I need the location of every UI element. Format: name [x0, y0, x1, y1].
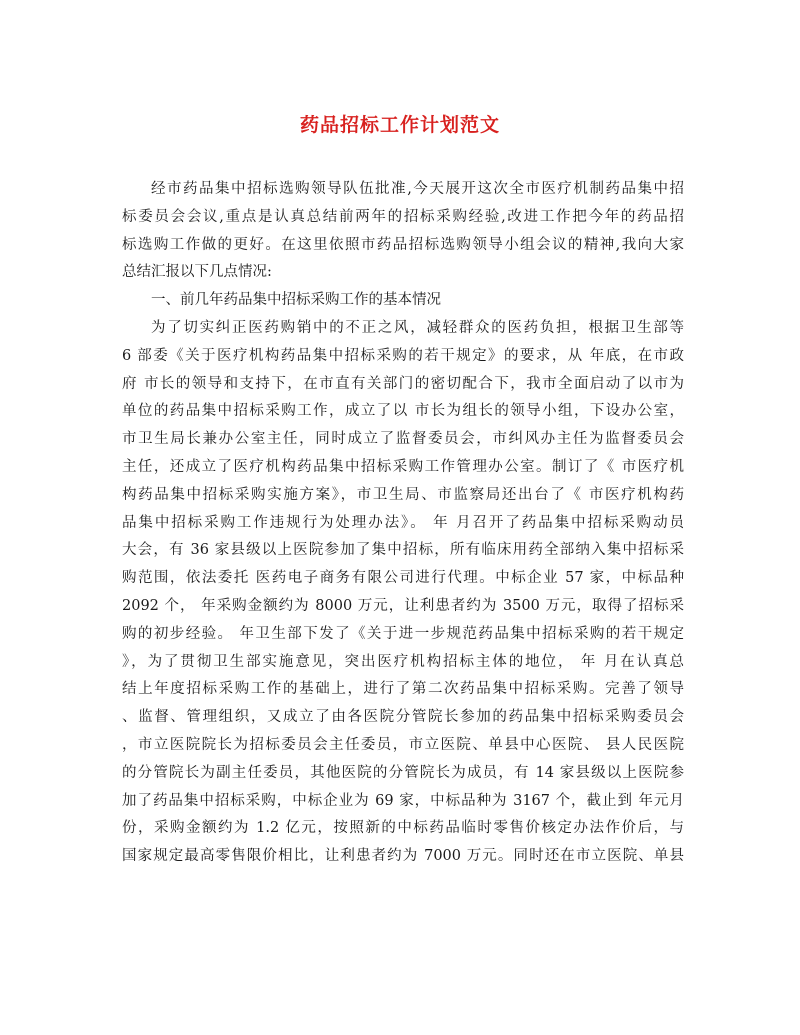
body-line: 单位的药品集中招标采购工作，成立了以 市长为组长的领导小组，下设办公室， [122, 403, 684, 420]
body-line: 总结汇报以下几点情况: [122, 264, 272, 281]
body-line: 加了药品集中招标采购，中标企业为 69 家，中标品种为 3167 个，截止到 年元月 [122, 792, 684, 809]
document-title: 药品招标工作计划范文 [299, 114, 500, 136]
body-line: 一、前几年药品集中招标采购工作的基本情况 [151, 292, 441, 309]
body-line: 6 部委《关于医疗机构药品集中招标采购的若干规定》的要求，从 年底，在市政 [122, 347, 684, 364]
body-line: 标委员会会议,重点是认真总结前两年的招标采购经验,改进工作把今年的药品招 [122, 208, 684, 225]
body-line: 国家规定最高零售限价相比，让利患者约为 7000 万元。同时还在市立医院、单县 [122, 848, 684, 865]
document-body [122, 176, 684, 871]
body-line: 经市药品集中招标选购领导队伍批准,今天展开这次全市医疗机制药品集中招 [151, 181, 684, 197]
body-line: 大会，有 36 家县级以上医院参加了集中招标，所有临床用药全部纳入集中招标采 [122, 542, 684, 559]
body-line: 标选购工作做的更好。在这里依照市药品招标选购领导小组会议的精神,我向大家 [122, 236, 684, 253]
body-line: 府 市长的领导和支持下，在市直有关部门的密切配合下，我市全面启动了以市为 [122, 375, 684, 392]
body-line: 2092 个， 年采购金额约为 8000 万元，让利患者约为 3500 万元，取得了招标采 [122, 597, 684, 614]
body-line: 品集中招标采购工作违规行为处理办法》。 年 月召开了药品集中招标采购动员 [122, 514, 684, 531]
body-line: 的分管院长为副主任委员，其他医院的分管院长为成员，有 14 家县级以上医院参 [122, 764, 684, 781]
body-line: 结上年度招标采购工作的基础上，进行了第二次药品集中招标采购。完善了领导 [122, 681, 684, 698]
body-line: 购的初步经验。 年卫生部下发了《关于进一步规范药品集中招标采购的若干规定 [122, 625, 684, 642]
body-line: 、监督、管理组织，又成立了由各医院分管院长参加的药品集中招标采购委员会 [122, 709, 684, 726]
body-line: 构药品集中招标采购实施方案》，市卫生局、市监察局还出台了《 市医疗机构药 [122, 486, 684, 503]
body-line: 为了切实纠正医药购销中的不正之风，减轻群众的医药负担，根据卫生部等 [151, 319, 684, 336]
body-line: ，市立医院院长为招标委员会主任委员，市立医院、单县中心医院、 县人民医院 [122, 736, 684, 753]
body-line: 》，为了贯彻卫生部实施意见，突出医疗机构招标主体的地位， 年 月在认真总 [122, 653, 684, 670]
body-line: 市卫生局长兼办公室主任，同时成立了监督委员会，市纠风办主任为监督委员会 [122, 431, 684, 448]
body-line: 主任，还成立了医疗机构药品集中招标采购工作管理办公室。制订了《 市医疗机 [122, 458, 684, 475]
body-line: 购范围，依法委托 医药电子商务有限公司进行代理。中标企业 57 家，中标品种 [122, 570, 684, 587]
body-line: 份，采购金额约为 1.2 亿元，按照新的中标药品临时零售价核定办法作价后，与 [122, 820, 684, 837]
